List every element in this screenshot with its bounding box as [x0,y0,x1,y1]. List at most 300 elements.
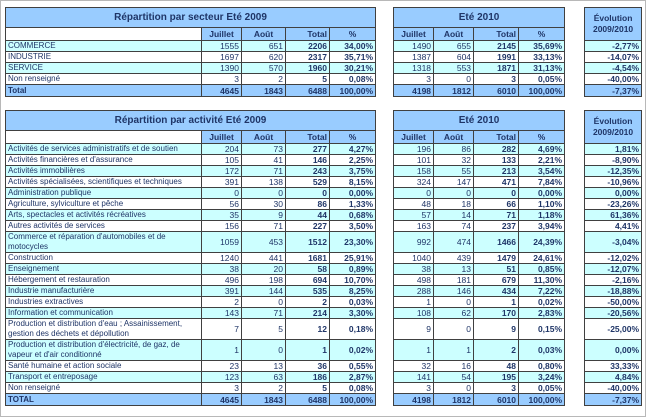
2009-juillet-cell: 3 [202,383,242,394]
column-header-2009-1: Août [242,131,286,144]
secteur-table [5,7,642,97]
2009-total-cell: 535 [286,286,330,297]
total-label-cell: Total [6,85,202,97]
evolution-cell: -2,16% [585,275,642,286]
2009-aout-cell: 570 [242,63,286,74]
2010-aout-cell: 0 [434,297,474,308]
2010-juillet-cell: 3 [394,383,434,394]
row-label-cell: Industries extractives [6,297,202,308]
2009-total-cell: 1512 [286,232,330,253]
2009-aout-cell: 13 [242,361,286,372]
2009-juillet-cell: 1697 [202,52,242,63]
column-header-2010-3: % [519,28,565,41]
evolution-cell: 4,41% [585,221,642,232]
2010-juillet-cell: 108 [394,308,434,319]
2009-pct-cell: 0,02% [330,340,376,361]
table-title-2010: Eté 2010 [394,8,565,28]
column-gap [565,275,585,286]
row-label-cell: Autres activités de services [6,221,202,232]
evolution-cell: -14,07% [585,52,642,63]
row-label-cell: Non renseigné [6,74,202,85]
2009-pct-cell: 2,25% [330,155,376,166]
column-gap [376,131,394,144]
table-row [6,199,642,210]
2009-total-cell: 1 [286,340,330,361]
total-label-cell: TOTAL [6,394,202,406]
2010-total-cell: 282 [474,144,519,155]
table-row [6,63,642,74]
total-evolution-cell: -7,37% [585,394,642,406]
evolution-cell: 61,36% [585,210,642,221]
2009-total-cell: 58 [286,264,330,275]
evolution-header [585,111,642,144]
table-title-2010: Eté 2010 [394,111,565,131]
total-2010-juillet-cell: 4198 [394,394,434,406]
total-row [6,394,642,406]
2009-total-cell: 44 [286,210,330,221]
column-gap [565,8,585,28]
row-label-cell: Activités de services administratifs et de soutien [6,144,202,155]
2010-juillet-cell: 498 [394,275,434,286]
column-gap [565,131,585,144]
2009-juillet-cell: 143 [202,308,242,319]
evolution-cell: -4,54% [585,63,642,74]
column-gap [376,297,394,308]
2010-aout-cell: 439 [434,253,474,264]
2009-pct-cell: 0,55% [330,361,376,372]
2009-juillet-cell: 1 [202,340,242,361]
2010-juillet-cell: 288 [394,286,434,297]
column-gap [565,361,585,372]
2010-total-cell: 679 [474,275,519,286]
row-label-cell: Activités financières et d'assurance [6,155,202,166]
row-label-cell: Hébergement et restauration [6,275,202,286]
2010-pct-cell: 35,69% [519,41,565,52]
total-2009-aout-cell: 1843 [242,394,286,406]
2009-pct-cell: 0,03% [330,297,376,308]
table-row [6,221,642,232]
2009-juillet-cell: 204 [202,144,242,155]
2009-aout-cell: 453 [242,232,286,253]
2010-juillet-cell: 141 [394,372,434,383]
column-header-2009-2: Total [286,131,330,144]
2010-aout-cell: 0 [434,383,474,394]
2009-pct-cell: 1,33% [330,199,376,210]
2009-pct-cell: 3,50% [330,221,376,232]
column-gap [376,41,394,52]
2009-pct-cell: 34,00% [330,41,376,52]
2010-total-cell: 237 [474,221,519,232]
column-gap [376,177,394,188]
2010-juillet-cell: 992 [394,232,434,253]
column-gap [376,372,394,383]
2009-pct-cell: 0,08% [330,74,376,85]
total-row [6,85,642,97]
row-label-cell: Commerce et réparation d'automobiles et de motocycles [6,232,202,253]
2009-aout-cell: 0 [242,297,286,308]
2009-aout-cell: 144 [242,286,286,297]
2010-total-cell: 471 [474,177,519,188]
2010-total-cell: 170 [474,308,519,319]
2010-total-cell: 3 [474,74,519,85]
2010-total-cell: 9 [474,319,519,340]
2010-pct-cell: 4,69% [519,144,565,155]
evolution-cell: -18,88% [585,286,642,297]
column-gap [565,372,585,383]
evolution-cell: -23,26% [585,199,642,210]
2010-aout-cell: 0 [434,74,474,85]
table-row [6,361,642,372]
column-header-row [6,131,642,144]
2009-aout-cell: 0 [242,188,286,199]
2009-total-cell: 243 [286,166,330,177]
row-label-cell: Production et distribution d'eau ; Assainissement, gestion des déchets et dépollution [6,319,202,340]
2010-pct-cell: 11,30% [519,275,565,286]
2010-aout-cell: 74 [434,221,474,232]
evolution-cell: -8,90% [585,155,642,166]
2009-total-cell: 5 [286,74,330,85]
2010-juillet-cell: 1 [394,297,434,308]
2009-juillet-cell: 38 [202,264,242,275]
2009-juillet-cell: 7 [202,319,242,340]
evolution-cell: -40,00% [585,74,642,85]
column-gap [565,41,585,52]
column-gap [565,286,585,297]
total-2010-pct-cell: 100,00% [519,85,565,97]
evolution-cell: 1,81% [585,144,642,155]
column-gap [376,85,394,97]
total-2009-juillet-cell: 4645 [202,85,242,97]
2009-aout-cell: 73 [242,144,286,155]
column-gap [565,85,585,97]
activite-table [5,110,642,406]
2010-pct-cell: 31,13% [519,63,565,74]
2010-total-cell: 1 [474,297,519,308]
column-gap [376,52,394,63]
column-gap [565,74,585,85]
evolution-header-line1: Évolution [593,116,633,126]
table-row [6,253,642,264]
column-header-2010-2: Total [474,131,519,144]
2009-total-cell: 5 [286,383,330,394]
2009-pct-cell: 0,68% [330,210,376,221]
2010-pct-cell: 24,61% [519,253,565,264]
2009-total-cell: 529 [286,177,330,188]
2009-pct-cell: 0,08% [330,383,376,394]
2009-aout-cell: 41 [242,155,286,166]
row-label-cell: INDUSTRIE [6,52,202,63]
total-2009-pct-cell: 100,00% [330,394,376,406]
column-gap [565,297,585,308]
label-header-cell [6,131,202,144]
2009-pct-cell: 30,21% [330,63,376,74]
table-row [6,155,642,166]
2009-aout-cell: 138 [242,177,286,188]
evolution-cell: 4,84% [585,372,642,383]
2010-juillet-cell: 38 [394,264,434,275]
row-label-cell: Transport et entreposage [6,372,202,383]
section-repartition-secteur [5,7,645,97]
2009-aout-cell: 2 [242,383,286,394]
row-label-cell: Construction [6,253,202,264]
2010-total-cell: 48 [474,361,519,372]
evolution-cell: 33,33% [585,361,642,372]
2009-aout-cell: 2 [242,74,286,85]
table-row [6,41,642,52]
table-row [6,308,642,319]
column-header-2009-0: Juillet [202,131,242,144]
total-2010-pct-cell: 100,00% [519,394,565,406]
2010-total-cell: 1479 [474,253,519,264]
column-gap [376,74,394,85]
evolution-cell: -12,35% [585,166,642,177]
evolution-cell: 0,00% [585,188,642,199]
2010-aout-cell: 553 [434,63,474,74]
2010-juillet-cell: 9 [394,319,434,340]
column-gap [565,319,585,340]
evolution-cell: -10,96% [585,177,642,188]
2010-pct-cell: 2,21% [519,155,565,166]
column-gap [376,63,394,74]
column-header-2009-0: Juillet [202,28,242,41]
2009-aout-cell: 0 [242,340,286,361]
2010-aout-cell: 86 [434,144,474,155]
column-gap [376,253,394,264]
column-gap [376,166,394,177]
2010-aout-cell: 181 [434,275,474,286]
table-row [6,286,642,297]
2009-total-cell: 2 [286,297,330,308]
2010-pct-cell: 3,24% [519,372,565,383]
table-row [6,52,642,63]
2009-total-cell: 2206 [286,41,330,52]
2010-pct-cell: 2,83% [519,308,565,319]
2009-total-cell: 277 [286,144,330,155]
2010-pct-cell: 0,05% [519,74,565,85]
2010-aout-cell: 13 [434,264,474,275]
2010-total-cell: 2 [474,340,519,361]
evolution-cell: -40,00% [585,383,642,394]
total-2010-total-cell: 6010 [474,85,519,97]
total-2009-total-cell: 6488 [286,394,330,406]
2009-aout-cell: 651 [242,41,286,52]
row-label-cell: Information et communication [6,308,202,319]
column-header-2010-0: Juillet [394,28,434,41]
2010-pct-cell: 0,03% [519,340,565,361]
column-header-2010-0: Juillet [394,131,434,144]
column-header-2009-3: % [330,131,376,144]
column-header-2010-2: Total [474,28,519,41]
2009-pct-cell: 23,30% [330,232,376,253]
2010-juillet-cell: 324 [394,177,434,188]
row-label-cell: Activités spécialisées, scientifiques et techniques [6,177,202,188]
2010-total-cell: 66 [474,199,519,210]
2010-pct-cell: 0,05% [519,383,565,394]
column-gap [376,383,394,394]
2009-aout-cell: 63 [242,372,286,383]
2009-pct-cell: 0,89% [330,264,376,275]
2010-juillet-cell: 48 [394,199,434,210]
2010-pct-cell: 3,54% [519,166,565,177]
evolution-cell: -12,07% [585,264,642,275]
2010-juillet-cell: 163 [394,221,434,232]
column-gap [565,394,585,406]
2009-juillet-cell: 1390 [202,63,242,74]
2010-juillet-cell: 1387 [394,52,434,63]
column-header-2009-2: Total [286,28,330,41]
column-gap [565,188,585,199]
evolution-header-line2: 2009/2010 [592,24,634,34]
evolution-cell: -50,00% [585,297,642,308]
column-gap [376,232,394,253]
column-gap [565,232,585,253]
2010-aout-cell: 55 [434,166,474,177]
2010-aout-cell: 1 [434,340,474,361]
evolution-cell: -2,77% [585,41,642,52]
2010-aout-cell: 604 [434,52,474,63]
column-gap [376,144,394,155]
column-header-2010-3: % [519,131,565,144]
2009-aout-cell: 9 [242,210,286,221]
column-header-row [6,28,642,41]
2009-juillet-cell: 23 [202,361,242,372]
2009-juillet-cell: 156 [202,221,242,232]
2010-juillet-cell: 1490 [394,41,434,52]
2010-juillet-cell: 101 [394,155,434,166]
2009-pct-cell: 35,71% [330,52,376,63]
2010-total-cell: 434 [474,286,519,297]
row-label-cell: Activités immobilières [6,166,202,177]
2009-total-cell: 186 [286,372,330,383]
2010-aout-cell: 16 [434,361,474,372]
2010-pct-cell: 0,85% [519,264,565,275]
column-header-2009-3: % [330,28,376,41]
total-evolution-cell: -7,37% [585,85,642,97]
2010-aout-cell: 147 [434,177,474,188]
2010-aout-cell: 18 [434,199,474,210]
2009-aout-cell: 71 [242,308,286,319]
row-label-cell: Production et distribution d'électricité, de gaz, de vapeur et d'air conditionné [6,340,202,361]
2010-total-cell: 1871 [474,63,519,74]
2010-juillet-cell: 1040 [394,253,434,264]
2010-aout-cell: 0 [434,319,474,340]
2010-pct-cell: 1,10% [519,199,565,210]
title-row [6,8,642,28]
2009-juillet-cell: 1240 [202,253,242,264]
table-row [6,74,642,85]
evolution-cell: 0,00% [585,340,642,361]
2009-aout-cell: 71 [242,166,286,177]
2010-juillet-cell: 196 [394,144,434,155]
total-2010-aout-cell: 1812 [434,394,474,406]
table-row [6,264,642,275]
column-header-2010-1: Août [434,28,474,41]
column-gap [376,286,394,297]
row-label-cell: Arts, spectacles et activités récréatives [6,210,202,221]
column-gap [376,111,394,131]
2009-total-cell: 214 [286,308,330,319]
2009-aout-cell: 20 [242,264,286,275]
column-gap [565,340,585,361]
row-label-cell: SERVICE [6,63,202,74]
column-gap [376,308,394,319]
2009-total-cell: 86 [286,199,330,210]
table-row [6,177,642,188]
2010-total-cell: 71 [474,210,519,221]
2010-aout-cell: 32 [434,155,474,166]
column-gap [376,394,394,406]
row-label-cell: Enseignement [6,264,202,275]
2009-pct-cell: 10,70% [330,275,376,286]
2009-aout-cell: 620 [242,52,286,63]
table-row [6,340,642,361]
table-row [6,383,642,394]
2009-juillet-cell: 391 [202,286,242,297]
total-2010-juillet-cell: 4198 [394,85,434,97]
table-row [6,166,642,177]
2010-pct-cell: 3,94% [519,221,565,232]
2010-juillet-cell: 1 [394,340,434,361]
2009-total-cell: 12 [286,319,330,340]
column-gap [565,52,585,63]
2009-aout-cell: 198 [242,275,286,286]
column-gap [376,28,394,41]
row-label-cell: Agriculture, sylviculture et pêche [6,199,202,210]
table-title-2009: Répartition par secteur Eté 2009 [6,8,376,28]
table-row [6,372,642,383]
2010-pct-cell: 1,18% [519,210,565,221]
column-gap [376,319,394,340]
table-row [6,275,642,286]
column-gap [565,221,585,232]
2010-juillet-cell: 3 [394,74,434,85]
column-header-2009-1: Août [242,28,286,41]
column-header-2010-1: Août [434,131,474,144]
table-row [6,297,642,308]
2009-juillet-cell: 2 [202,297,242,308]
2009-juillet-cell: 105 [202,155,242,166]
2010-total-cell: 3 [474,383,519,394]
2010-total-cell: 51 [474,264,519,275]
2009-juillet-cell: 35 [202,210,242,221]
evolution-header [585,8,642,41]
total-2009-total-cell: 6488 [286,85,330,97]
2009-aout-cell: 71 [242,221,286,232]
2010-pct-cell: 0,80% [519,361,565,372]
total-2009-aout-cell: 1843 [242,85,286,97]
column-gap [376,199,394,210]
evolution-header-line1: Évolution [593,13,633,23]
column-gap [565,166,585,177]
2009-pct-cell: 4,27% [330,144,376,155]
2010-aout-cell: 146 [434,286,474,297]
2009-total-cell: 36 [286,361,330,372]
column-gap [565,28,585,41]
column-gap [565,199,585,210]
2009-juillet-cell: 496 [202,275,242,286]
column-gap [565,155,585,166]
2009-pct-cell: 0,18% [330,319,376,340]
label-header-cell [6,28,202,41]
2009-total-cell: 1960 [286,63,330,74]
column-gap [376,155,394,166]
table-row [6,232,642,253]
row-label-cell: Santé humaine et action sociale [6,361,202,372]
evolution-header-line2: 2009/2010 [592,127,634,137]
2010-juillet-cell: 158 [394,166,434,177]
2010-pct-cell: 0,02% [519,297,565,308]
column-gap [565,264,585,275]
